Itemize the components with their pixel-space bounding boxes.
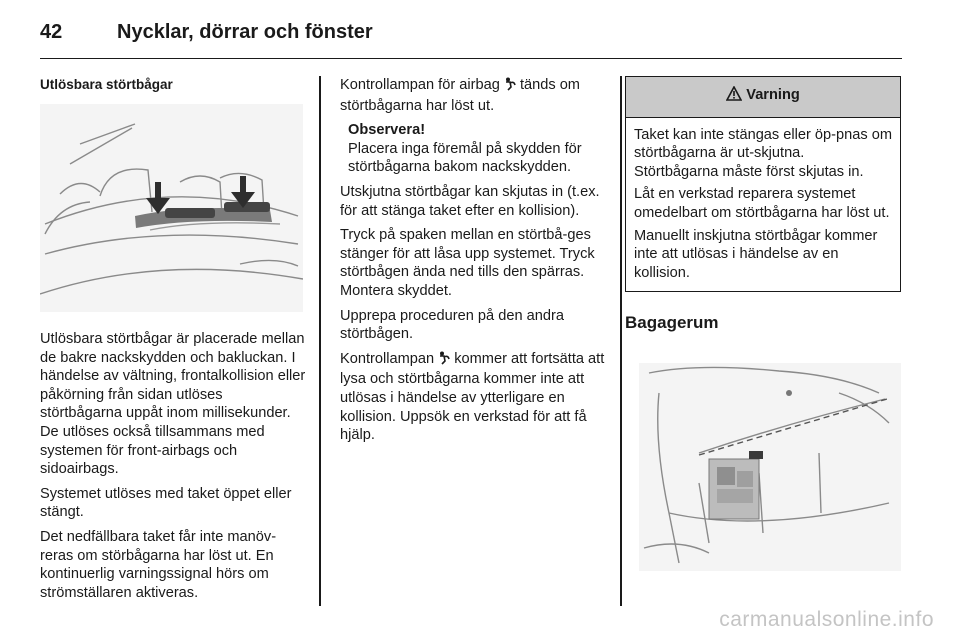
warning-body	[626, 118, 900, 292]
warning-paragraph: Manuellt inskjutna störtbågar kommer inte att utlösas i händelse av en kollision.	[634, 227, 878, 281]
paragraph: Tryck på spaken mellan en störtbå-ges stänger för att låsa upp systemet. Tryck störtbågen ända ned tills den spärras. Montera skyddet.	[340, 227, 595, 299]
paragraph: Kontrollampan för airbag tänds om störtbågarna har löst ut.	[340, 77, 580, 114]
note-text: Placera inga föremål på skydden för störtbågarna bakom nackskydden.	[348, 140, 582, 176]
column-divider-right	[620, 76, 622, 606]
column-1-text	[40, 330, 306, 608]
warning-paragraph: Taket kan inte stängas eller öp-pnas om störtbågarna är ut-skjutna. Störtbågarna måste först skjutas in.	[634, 126, 892, 180]
note-title: Observera!	[348, 122, 426, 139]
paragraph: Systemet utlöses med taket öppet eller stängt.	[40, 485, 292, 521]
note-block	[348, 121, 606, 177]
airbag-warning-icon	[504, 77, 516, 97]
airbag-warning-icon	[438, 351, 450, 371]
warning-box	[625, 76, 901, 292]
column-divider-left	[319, 76, 321, 606]
paragraph: Kontrollampan kommer att fortsätta att lysa och störtbågarna kommer inte att utlösas i händelse av ytterligare en kollision. Uppsök en verkstad för att få hjälp.	[340, 350, 605, 444]
warning-triangle-icon	[726, 86, 742, 107]
section-title-luggage: Bagagerum	[625, 313, 719, 333]
column-2	[340, 76, 606, 451]
warning-title: Varning	[746, 87, 800, 103]
rollover-bars-illustration	[40, 104, 303, 312]
watermark: carmanualsonline.info	[719, 608, 934, 631]
warning-paragraph: Låt en verkstad reparera systemet omedelbart om störtbågarna har löst ut.	[634, 186, 890, 221]
column-3	[625, 76, 901, 333]
warning-header	[626, 77, 900, 118]
paragraph: Utlösbara störtbågar är placerade mellan de bakre nackskydden och bakluckan. I händelse av vältning, frontalkollision eller påkörning från sidan utlöses störtbågarna uppåt inom millisekunder. De utlöses också tillsammans med systemen för front-airbags och sidoairbags.	[40, 331, 306, 478]
section-title-rollover-bars: Utlösbara störtbågar	[40, 77, 173, 92]
paragraph: Det nedfällbara taket får inte manöv-reras om störbågarna har löst ut. En kontinuerlig varningssignal hörs om strömställaren aktiveras.	[40, 528, 277, 601]
column-1	[40, 76, 306, 101]
chapter-title: Nycklar, dörrar och fönster	[117, 21, 373, 43]
page-number: 42	[40, 21, 63, 43]
luggage-compartment-illustration	[639, 363, 901, 571]
paragraph: Utskjutna störtbågar kan skjutas in (t.ex. för att stänga taket efter en kollision).	[340, 183, 600, 219]
paragraph: Upprepa proceduren på den andra störtbågen.	[340, 307, 564, 343]
page-header	[40, 18, 902, 59]
